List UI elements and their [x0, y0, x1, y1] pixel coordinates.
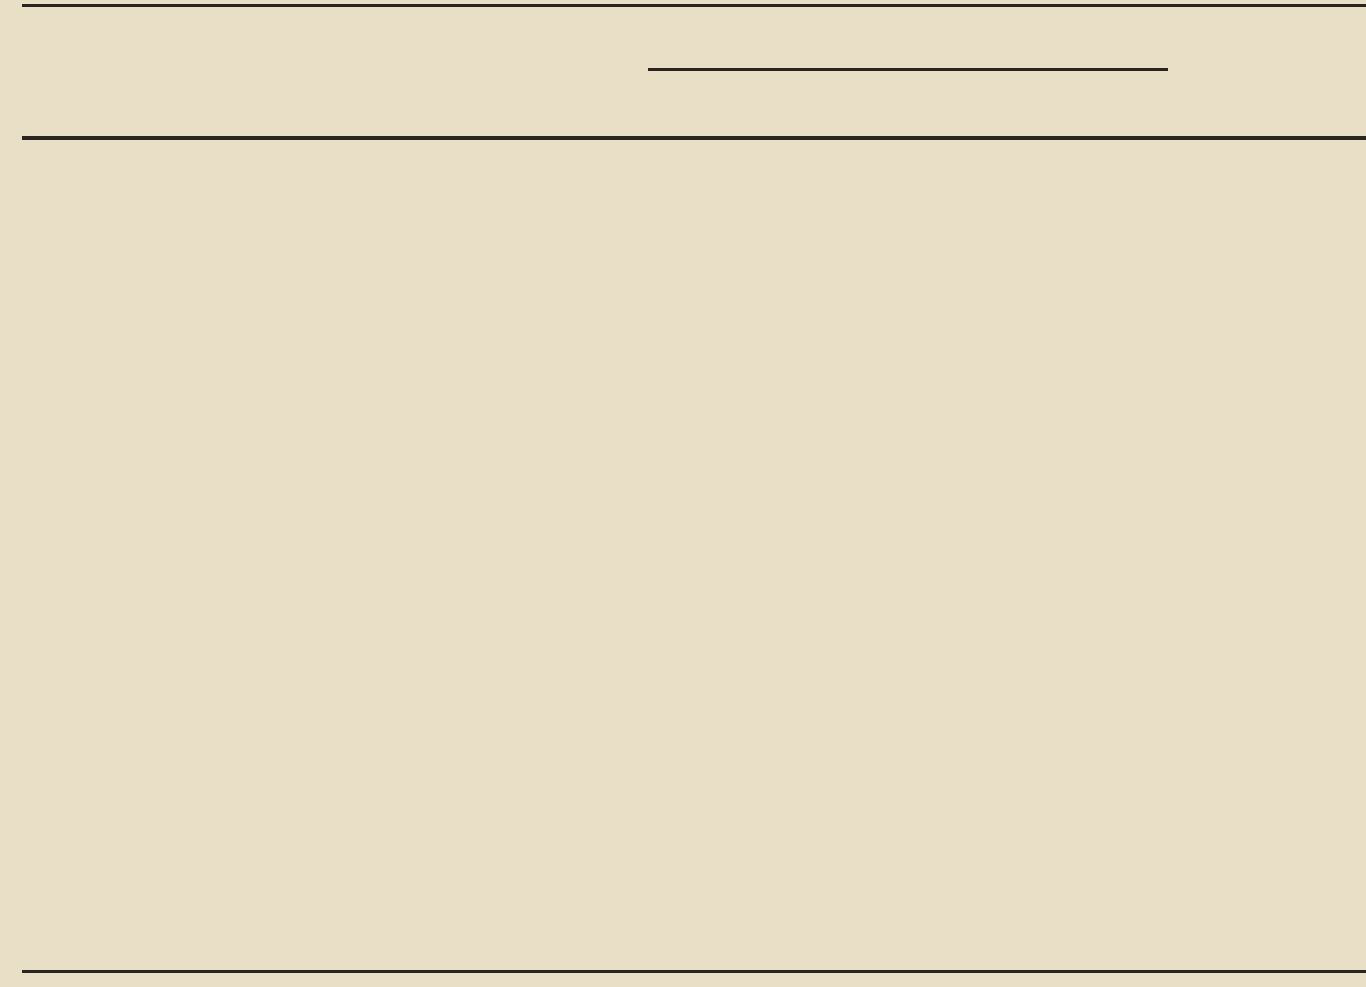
- bottom-rule: [22, 970, 1366, 973]
- top-rule: [22, 4, 1366, 7]
- years-rule: [648, 68, 1168, 71]
- header-bottom-rule: [22, 136, 1366, 140]
